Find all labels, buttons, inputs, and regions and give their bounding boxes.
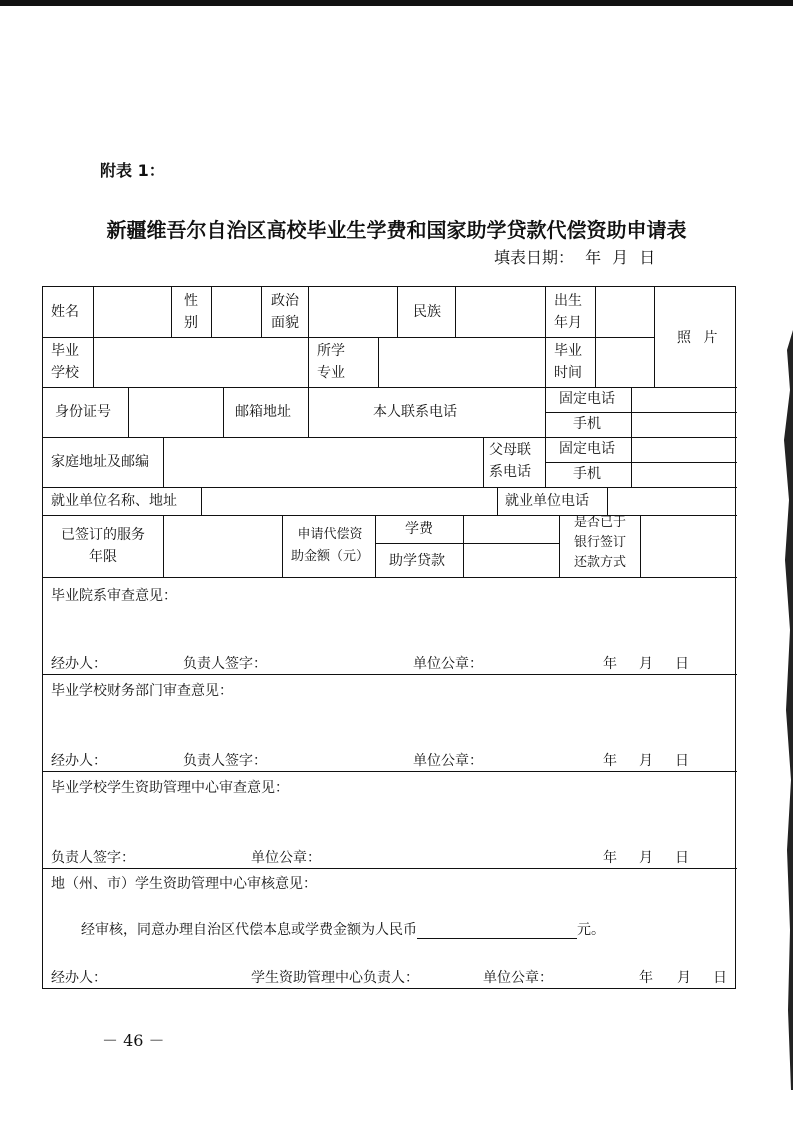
row-divider [43,771,737,772]
employer-label: 就业单位名称、地址 [51,493,177,509]
aid-center-day: 日 [675,850,689,866]
parents-landline-label: 固定电话 [559,441,615,457]
amount-label: 申请代偿资 助金额（元） [290,527,369,564]
scan-top-border [0,0,793,6]
name-label: 姓名 [51,304,79,320]
col-divider [308,287,309,337]
col-divider [397,287,398,337]
gender-label: 性 别 [184,293,198,331]
col-divider [463,515,464,577]
col-divider [455,287,456,337]
prefecture-seal: 单位公章： [483,970,553,986]
grad-time-label: 毕业 时间 [554,343,582,381]
row-divider [43,387,737,388]
row-divider [375,543,559,544]
finance-seal: 单位公章： [413,753,483,769]
col-divider [375,515,376,577]
appendix-label: 附表 1： [100,161,165,180]
own-phone-label: 本人联系电话 [373,404,457,420]
finance-leader-sign: 负责人签字： [183,753,267,769]
prefecture-day: 日 [713,970,727,986]
loan-label: 助学贷款 [389,553,445,569]
col-divider [595,287,596,387]
bank-repayment-label: 是否已于 银行签订 还款方式 [573,515,626,570]
parents-phone-label: 父母联 系电话 [489,442,531,480]
col-divider [308,337,309,387]
col-divider [128,387,129,437]
col-divider [497,487,498,515]
application-form [42,286,736,989]
form-title: 新疆维吾尔自治区高校毕业生学费和国家助学贷款代偿资助申请表 [106,218,687,242]
row-divider [43,868,737,869]
finance-review-title: 毕业学校财务部门审查意见： [51,683,233,699]
col-divider [559,515,560,577]
dept-day: 日 [675,656,689,672]
dept-month: 月 [639,656,653,672]
finance-year: 年 [603,753,617,769]
col-divider [93,287,94,337]
school-label: 毕业 学校 [51,343,79,381]
row-divider [43,577,737,578]
col-divider [378,337,379,387]
prefecture-handler: 经办人： [51,970,107,986]
mailbox-label: 邮箱地址 [235,404,291,420]
service-years-label: 已签订的服务 年限 [61,527,145,565]
prefecture-year: 年 [639,970,653,986]
col-divider [654,287,655,387]
col-divider [282,515,283,577]
approval-suffix: 元。 [577,922,605,938]
major-label: 所学 专业 [317,343,345,381]
approval-prefix: 经审核，同意办理自治区代偿本息或学费金额为人民币 [81,922,417,938]
ethnicity-label: 民族 [413,304,441,320]
prefecture-approval [81,919,605,939]
col-divider [308,387,309,437]
col-divider [545,437,546,487]
prefecture-leader: 学生资助管理中心负责人： [251,970,419,986]
col-divider [607,487,608,515]
finance-month: 月 [639,753,653,769]
row-divider [43,487,737,488]
finance-day: 日 [675,753,689,769]
col-divider [261,287,262,337]
page-number: － 46 － [102,1031,165,1050]
aid-center-seal: 单位公章： [251,850,321,866]
employer-phone-label: 就业单位电话 [505,493,589,509]
col-divider [163,515,164,577]
dept-review-title: 毕业院系审查意见： [51,588,177,604]
col-divider [163,437,164,487]
id-number-label: 身份证号 [55,404,111,420]
finance-handler: 经办人： [51,753,107,769]
col-divider [171,287,172,337]
birth-label: 出生 年月 [554,293,582,331]
own-landline-label: 固定电话 [559,391,615,407]
own-mobile-label: 手机 [573,416,601,432]
dept-leader-sign: 负责人签字： [183,656,267,672]
aid-center-review-title: 毕业学校学生资助管理中心审查意见： [51,780,289,796]
parents-mobile-label: 手机 [573,466,601,482]
col-divider [93,337,94,387]
tuition-label: 学费 [405,521,433,537]
amount-blank-line[interactable] [417,924,577,939]
prefecture-month: 月 [677,970,691,986]
prefecture-review-title: 地（州、市）学生资助管理中心审核意见： [51,876,317,892]
row-divider [43,337,654,338]
col-divider [545,387,546,437]
col-divider [545,287,546,387]
aid-center-year: 年 [603,850,617,866]
home-address-label: 家庭地址及邮编 [51,454,149,470]
col-divider [631,437,632,487]
col-divider [631,387,632,437]
dept-seal: 单位公章： [413,656,483,672]
fill-date: 填表日期： 年 月 日 [494,248,656,267]
col-divider [640,515,641,577]
photo-label: 照 片 [677,330,722,346]
col-divider [483,437,484,487]
col-divider [211,287,212,337]
col-divider [201,487,202,515]
dept-handler: 经办人： [51,656,107,672]
political-label: 政治 面貌 [271,293,299,331]
dept-year: 年 [603,656,617,672]
row-divider [43,437,737,438]
col-divider [223,387,224,437]
aid-center-month: 月 [639,850,653,866]
scan-edge-shadow [781,330,793,1090]
row-divider [43,674,737,675]
aid-center-leader-sign: 负责人签字： [51,850,135,866]
